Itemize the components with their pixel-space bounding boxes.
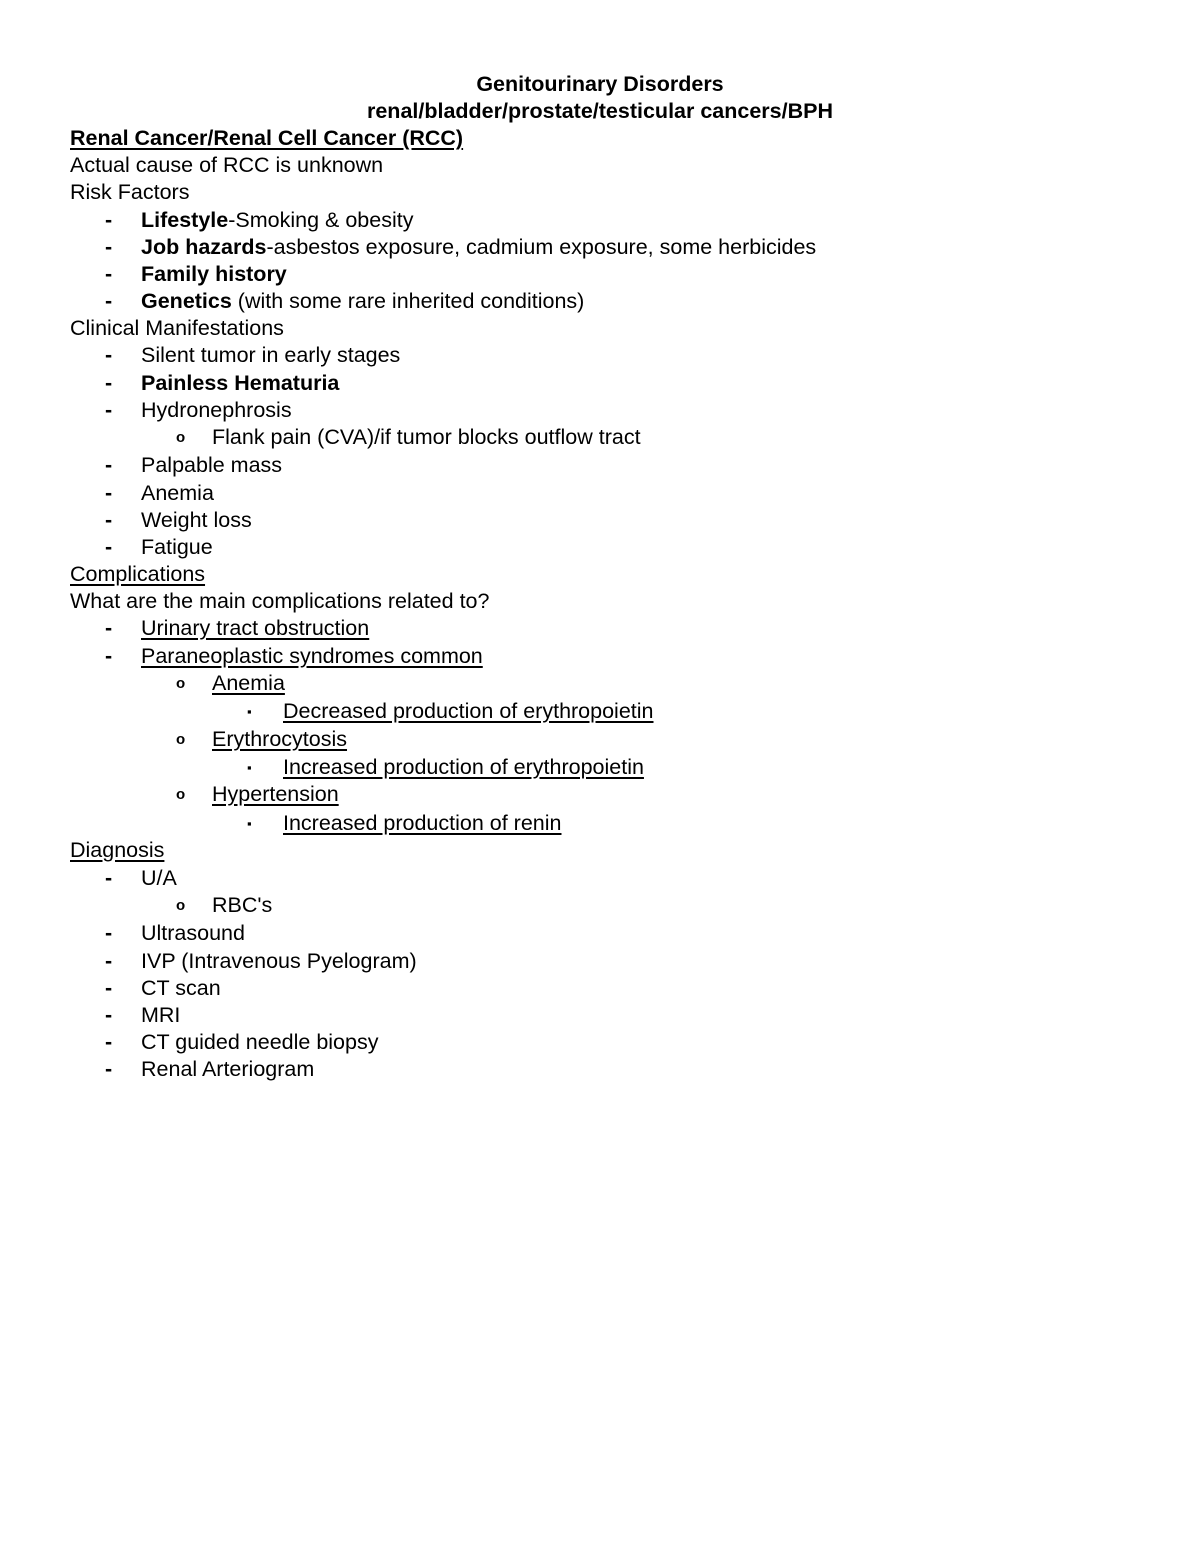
cause-text: Actual cause of RCC is unknown [70,153,384,177]
dash-marker: - [105,289,113,313]
risk-factor-label: Job hazards [141,235,267,259]
circle-bullet: o [176,786,186,803]
complications-heading: Complications [70,562,206,586]
list-item-text: Flank pain (CVA)/if tumor blocks outflow tract [212,425,641,449]
section-heading: Renal Cancer/Renal Cell Cancer (RCC) [70,126,464,150]
dash-marker: - [105,1030,113,1054]
circle-bullet: o [176,731,186,748]
dash-marker: - [105,208,113,232]
list-item-text: Increased production of renin [283,811,562,835]
dash-marker: - [105,1003,113,1027]
dash-marker: - [105,949,113,973]
list-item-text: Urinary tract obstruction [141,616,370,640]
dash-marker: - [105,343,113,367]
dash-marker: - [105,616,113,640]
square-bullet: ▪ [247,816,252,831]
list-item-text: Fatigue [141,535,213,559]
risk-factor-detail: -asbestos exposure, cadmium exposure, some herbicides [266,235,817,259]
dash-marker: - [105,453,113,477]
circle-bullet: o [176,897,186,914]
list-item-text: Paraneoplastic syndromes common [141,644,483,668]
list-item-text: RBC's [212,893,273,917]
list-item-text: Ultrasound [141,921,245,945]
dash-marker: - [105,866,113,890]
dash-marker: - [105,398,113,422]
list-item-text: Anemia [212,671,285,695]
dash-marker: - [105,921,113,945]
square-bullet: ▪ [247,760,252,775]
list-item-text: Decreased production of erythropoietin [283,699,654,723]
dash-marker: - [105,262,113,286]
list-item-text: Anemia [141,481,214,505]
list-item-text: CT guided needle biopsy [141,1030,379,1054]
list-item-text: Weight loss [141,508,252,532]
dash-marker: - [105,235,113,259]
list-item-text: Painless Hematuria [141,371,340,395]
dash-marker: - [105,644,113,668]
risk-factor-label: Genetics [141,289,232,313]
diagnosis-heading: Diagnosis [70,838,165,862]
risk-factor-label: Family history [141,262,287,286]
dash-marker: - [105,976,113,1000]
clinical-heading: Clinical Manifestations [70,316,284,340]
list-item-text: IVP (Intravenous Pyelogram) [141,949,417,973]
list-item-text: Palpable mass [141,453,283,477]
page-subtitle: renal/bladder/prostate/testicular cancers/BPH [366,99,833,123]
dash-marker: - [105,508,113,532]
page-title: Genitourinary Disorders [476,72,724,96]
list-item-text: Hydronephrosis [141,398,292,422]
risk-factor-label: Lifestyle [141,208,229,232]
dash-marker: - [105,481,113,505]
dash-marker: - [105,371,113,395]
circle-bullet: o [176,429,186,446]
complications-question: What are the main complications related to? [70,589,490,613]
list-item-text: MRI [141,1003,181,1027]
list-item-text: Silent tumor in early stages [141,343,401,367]
list-item-text: Hypertension [212,782,339,806]
risk-factor-detail: (with some rare inherited conditions) [231,289,585,313]
circle-bullet: o [176,675,186,692]
risk-factors-heading: Risk Factors [70,180,190,204]
list-item-text: Erythrocytosis [212,727,348,751]
list-item-text: U/A [141,866,177,890]
square-bullet: ▪ [247,704,252,719]
list-item-text: Increased production of erythropoietin [283,755,644,779]
dash-marker: - [105,1057,113,1081]
dash-marker: - [105,535,113,559]
list-item-text: Renal Arteriogram [141,1057,315,1081]
risk-factor-detail: -Smoking & obesity [228,208,414,232]
list-item-text: CT scan [141,976,221,1000]
